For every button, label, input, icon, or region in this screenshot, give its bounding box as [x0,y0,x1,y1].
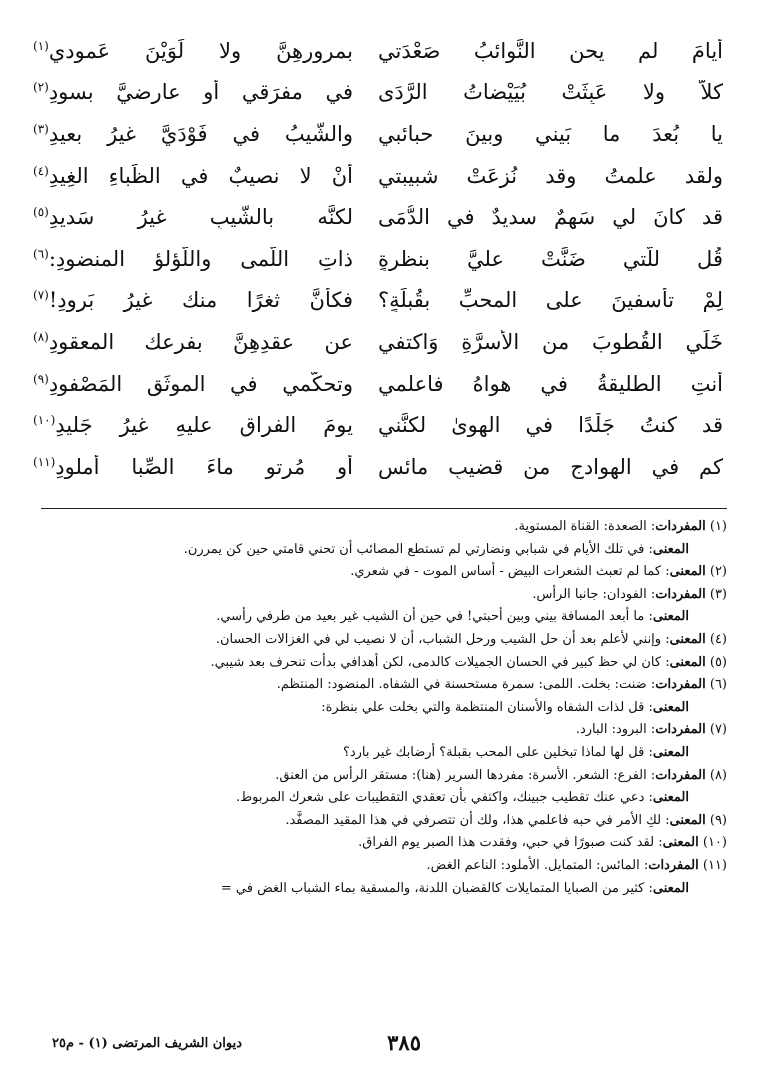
footnote-marker: (٣) [33,121,49,136]
footnote-label: المعنى [652,699,689,715]
poem [33,30,723,488]
footnote-text: : ما أبعد المسافة بيني وبين أحبتي! في حين أن الشيب غير بعيد من طرفي رأسي. [216,609,653,625]
verse-first-hemistich: قُل للَّتي ضَنَّتْ عليَّ بنظرةٍ [378,246,723,271]
verse-first-hemistich: ولقد علمتُ وقد نُزِعَتْ شبيبتي [378,163,723,188]
footnote-text: : قل لذات الشفاه والأسنان المنتظمة والتي بخلت علي بنظرة: [321,699,653,715]
book-caption: ديوان الشريف المرتضى (١) - م٢٥ [52,1036,243,1051]
verse [33,363,723,405]
footnote-number: (٨) [709,767,727,783]
verse-second-hemistich [33,288,353,312]
footnote-label: المعنى [652,609,689,625]
footnote-label: المعنى [669,654,706,670]
footnote-line [41,561,727,584]
verse-second-hemistich [33,372,353,396]
footnote-marker: (٢) [33,80,49,95]
footnote-text: : دعي عنك تقطيب جبينك، واكتفي بأن تعقدي التقطيبات على شعرك المربوط. [236,790,653,806]
footnote-number: (١) [709,519,727,534]
verse-second-hemistich [33,122,353,146]
verse-second-text: فكأنَّ ثغرًا منك غيرُ بَرودِ! [48,288,353,313]
footnote-label: المعنى [669,812,706,828]
footnote-label: المعنى [662,835,699,851]
footnote-text: : كثير من الصبايا المتمايلات كالقضبان اللدنة، والمسقية بماء الشباب الغض في = [220,880,653,896]
footnote-label: المعنى [652,790,689,806]
footnote-line [41,742,727,765]
footnote-text: : المائس: المتمايل. الأملود: الناعم الغض. [426,857,649,873]
verse [33,30,723,72]
verse-second-hemistich [33,247,353,271]
footnote-line [41,810,727,833]
verse-second-text: لكنَّه بالشَّيبِ غيرُ سَديدِ [48,205,353,230]
verse [33,113,723,155]
verse-first-hemistich: خَلِّي القُطوبَ من الأسرَّةِ وَاكتفي [378,329,723,354]
footnote-text: : كان لي حظ كبير في الحسان الجميلات كالدمى، لكن أهدافي بدأت تنحرف بعد شيبي. [210,654,670,670]
footnote-text: : لكِ الأمر في حبه فاعلمي هذا، ولك أن تتصرفي في هذا المقيد المصفَّد. [285,812,670,828]
verse-first-hemistich: كلاّ ولا عَبِثَتْ بُيَيْضاتُ الرَّدَى [378,80,723,105]
verse-second-text: أو مُرتوٍ ماءَ الصِّبا أُملودِ [55,454,353,479]
footnote-marker: (٤) [33,163,49,178]
verse-second-hemistich [33,413,353,437]
footnote-text: : قل لها لماذا تبخلين على المحب بقبلة؟ أرضابك غير بارد؟ [342,744,653,760]
verse-second-text: ذاتِ اللَّمى واللُّؤلؤِ المنضودِ: [48,246,353,271]
footnote-label: المعنى [652,880,689,896]
footnote-text: : البرود: البارد. [575,722,656,738]
footnote-line [41,855,727,878]
page-number: ٣٨٥ [387,1030,421,1055]
footnote-number: (١١) [702,857,727,873]
page-footer [40,1030,727,1060]
verse [33,446,723,488]
footnote-number: (٢) [709,564,727,580]
footnote-text: : وإنني لأعلم بعد أن حل الشيب ورحل الشباب، أن لا نصيب لي في الغزالات الحسان. [215,631,670,647]
verse [33,196,723,238]
footnote-marker: (٨) [33,329,49,344]
verse-second-text: بمرورهِنَّ ولا لَوَيْنَ عَمودي [48,38,353,63]
footnote-number: (٤) [709,631,727,647]
footnote-label: المفردات [655,519,706,534]
footnote-line [41,719,727,742]
footnote-number: (٦) [709,677,727,693]
footnote-label: المفردات [655,767,706,783]
verse-second-hemistich [33,205,353,229]
footnote-marker: (٦) [33,246,49,261]
footnote-text: : الفرع: الشعر. الأسرة: مفردها السرير (هنا): مستقر الرأس من العنق. [275,767,656,783]
footnote-line [41,787,727,810]
verse-second-text: والشَّيبُ في فَوْدَيَّ غيرُ بعيدِ [48,121,353,146]
footnote-line [41,878,727,901]
footnote-number: (٥) [709,654,727,670]
verse-first-hemistich: يا بُعدَ ما بَيني وبينَ حبائبي [378,121,723,146]
footnote-label: المفردات [655,677,706,693]
footnotes [41,516,727,900]
footnote-line [41,765,727,788]
verse-second-hemistich [33,39,353,63]
footnote-number: (٧) [709,722,727,738]
verse-first-hemistich: قد كانَ لي سَهمٌ سديدٌ في الدُّمَى [378,205,723,230]
footnote-marker: (٧) [33,288,49,303]
verse [33,321,723,363]
verse-second-text: يومَ الفراقِ عليهِ غيرُ جَليدِ [55,413,353,438]
footnote-text: : كما لم تعبث الشعرات البيض - أساس الموت - في شعري. [350,564,670,580]
footnote-marker: (١٠) [33,413,56,428]
footnote-number: (٩) [709,812,727,828]
verse-second-text: في مفرَقي أو عارِضيَّ بسودِ [48,80,353,105]
footnote-line [41,697,727,720]
footnote-label: المفردات [648,857,699,873]
verse [33,238,723,280]
verse-first-hemistich: أنتِ الطليقةُ في هواهُ فاعلمي [378,371,723,396]
verse-first-hemistich: أيامَ لم يحنِ النَّوائبُ صَعْدَتي [378,38,723,63]
footnote-label: المعنى [652,744,689,760]
footnote-line [41,832,727,855]
verse [33,280,723,322]
verse [33,404,723,446]
footnote-text: : في تلك الأيام في شبابي ونضارتي لم تستطع المصائب أن تحني قامتي حين كن يمررن. [183,541,653,557]
footnote-line [41,652,727,675]
footnote-line [41,629,727,652]
footnote-text: : الصعدة: القناة المستوية. [514,519,656,534]
verse-second-text: وتحكَّمي في الموثَقِ المَصْفودِ [48,371,353,396]
footnote-marker: (٩) [33,371,49,386]
footnote-text: : الفودان: جانبا الرأس. [532,586,656,602]
footnote-line [41,674,727,697]
verse-second-hemistich [33,164,353,188]
footnote-text: : ضنت: بخلت. اللمى: سمرة مستحسنة في الشفاه. المنضود: المنتظم. [276,677,656,693]
verse-second-hemistich [33,80,353,104]
verse-second-hemistich [33,455,353,479]
verse [33,155,723,197]
footnote-line [41,539,727,562]
verse-first-hemistich: قد كنتُ جَلْدًا في الهوىٰ لكنَّني [378,413,723,438]
verse [33,72,723,114]
footnote-line [41,606,727,629]
footnote-label: المفردات [655,586,706,602]
verse-second-hemistich [33,330,353,354]
footnote-number: (١٠) [702,835,727,851]
verse-second-text: عن عقدِهِنَّ بفرعك المعقودِ [48,329,353,354]
footnote-marker: (١١) [33,454,56,469]
footnote-label: المفردات [655,722,706,738]
footnote-marker: (٥) [33,205,49,220]
verse-second-text: أنْ لا نصيبٌ في الظِّباءِ الغِيدِ [48,163,353,188]
footnote-label: المعنى [652,541,689,557]
footnote-label: المعنى [669,631,706,647]
verse-first-hemistich: كم في الهوادجِ من قضيبٍ مائسٍ [378,454,723,479]
footnote-divider [41,508,727,509]
footnote-line [41,584,727,607]
verse-first-hemistich: لِمْ تأسفينَ على المحبِّ بقُبلَةٍ؟ [378,288,723,313]
footnote-line [41,516,727,539]
footnote-marker: (١) [33,38,49,53]
footnote-text: : لقد كنت صبورًا في حبي، وفقدت هذا الصبر يوم الفراق. [358,835,663,851]
footnote-label: المعنى [669,564,706,580]
footnote-number: (٣) [709,586,727,602]
